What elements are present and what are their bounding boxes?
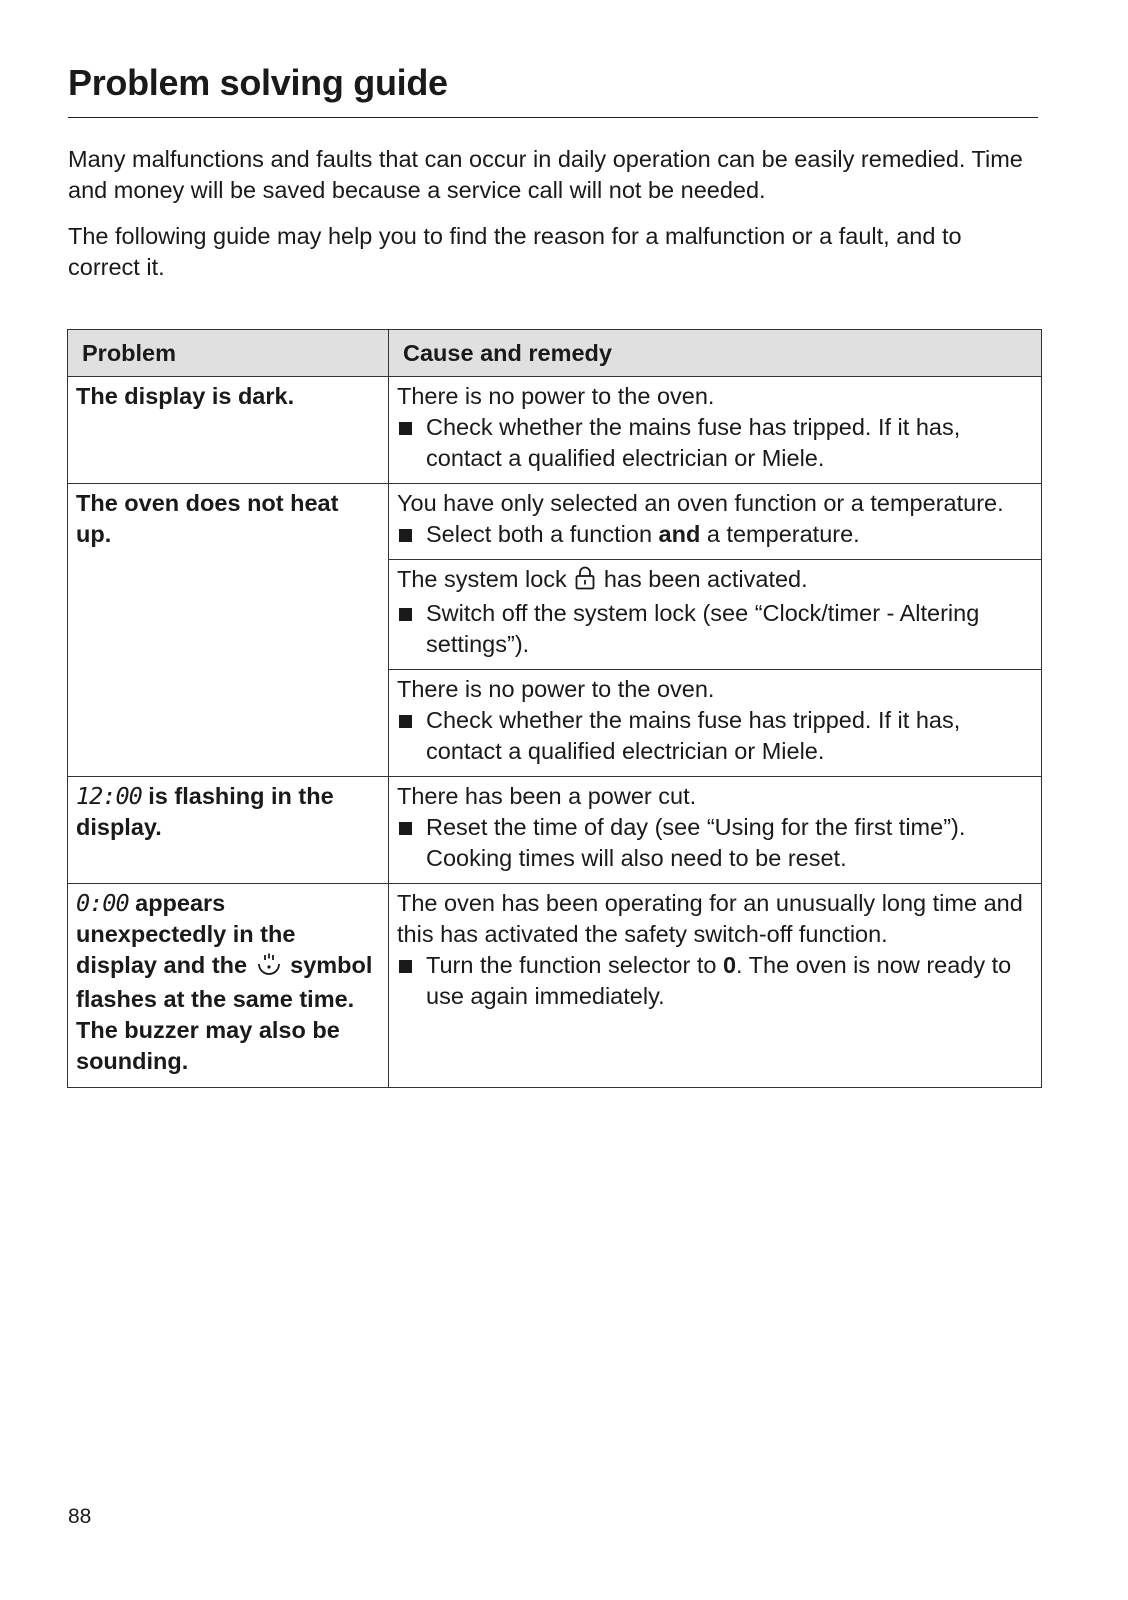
problem-cell xyxy=(68,777,389,884)
remedy-emphasis: and xyxy=(658,521,701,547)
cause-cell xyxy=(389,884,1042,1088)
cause-cell xyxy=(389,484,1042,560)
cause-cell xyxy=(389,377,1042,484)
safety-switch-off-icon xyxy=(256,952,282,984)
problem-cell xyxy=(68,484,389,777)
remedy-emphasis: 0 xyxy=(722,952,737,978)
remedy-text: Switch off the system lock (see “Clock/timer - Altering settings”). xyxy=(426,600,980,657)
title-divider xyxy=(68,117,1038,118)
display-readout: 12:00 xyxy=(76,782,142,810)
column-header-problem: Problem xyxy=(68,330,389,377)
table-row xyxy=(68,484,1042,560)
remedy-item xyxy=(397,950,1033,1012)
remedy-item xyxy=(397,812,1033,874)
bullet-square-icon xyxy=(397,812,426,874)
intro-paragraph: The following guide may help you to find the reason for a malfunction or a fault, and to correct it. xyxy=(68,223,962,280)
display-readout: 0:00 xyxy=(76,889,129,917)
table-row xyxy=(68,884,1042,1088)
cause-cell xyxy=(389,670,1042,777)
bullet-square-icon xyxy=(397,598,426,660)
remedy-item xyxy=(397,519,1033,550)
cause-text: There is no power to the oven. xyxy=(397,676,715,702)
table-header-row xyxy=(68,330,1042,377)
bullet-square-icon xyxy=(397,519,426,550)
table-row xyxy=(68,777,1042,884)
remedy-item xyxy=(397,705,1033,767)
intro-paragraph: Many malfunctions and faults that can occur in daily operation can be easily remedied. Time and money will be saved because a service call will not be needed. xyxy=(68,146,1023,203)
remedy-note: Cooking times will also need to be reset. xyxy=(426,845,847,871)
problem-text: The display is dark. xyxy=(76,383,295,409)
page-number: 88 xyxy=(68,1505,92,1528)
remedy-text: Reset the time of day (see “Using for the first time”). xyxy=(426,814,966,840)
bullet-square-icon xyxy=(397,705,426,767)
cause-text: There has been a power cut. xyxy=(397,783,697,809)
cause-cell xyxy=(389,777,1042,884)
problem-text: The oven does not heat up. xyxy=(76,490,339,547)
cause-text: There is no power to the oven. xyxy=(397,383,715,409)
remedy-text: Check whether the mains fuse has tripped. If it has, contact a qualified electrician or Miele. xyxy=(426,414,961,471)
remedy-item xyxy=(397,598,1033,660)
bullet-square-icon xyxy=(397,412,426,474)
problem-solving-table xyxy=(67,329,1042,1088)
remedy-text: Check whether the mains fuse has tripped. If it has, contact a qualified electrician or Miele. xyxy=(426,707,961,764)
bullet-square-icon xyxy=(397,950,426,1012)
problem-text: symbol flashes at the same time. The buzzer may also be sounding. xyxy=(76,952,373,1074)
remedy-text: Select both a function and a temperature. xyxy=(426,521,860,547)
problem-cell xyxy=(68,884,389,1088)
problem-text: is flashing in the display. xyxy=(76,783,334,840)
table-row xyxy=(68,377,1042,484)
problem-cell xyxy=(68,377,389,484)
remedy-item xyxy=(397,412,1033,474)
page-title: Problem solving guide xyxy=(68,62,448,103)
remedy-text: Turn the function selector to 0. The oven is now ready to use again immediately. xyxy=(426,952,1012,1009)
cause-text: The oven has been operating for an unusually long time and this has activated the safety switch-off function. xyxy=(397,890,1023,947)
cause-text: The system lock has been activated. xyxy=(397,564,1033,598)
cause-text: You have only selected an oven function or a temperature. xyxy=(397,490,1004,516)
cause-cell xyxy=(389,560,1042,670)
intro-text xyxy=(68,144,1028,298)
lock-icon xyxy=(575,566,595,598)
problem-text: appears unexpectedly in the display and the xyxy=(76,890,296,978)
column-header-cause: Cause and remedy xyxy=(389,330,1042,377)
